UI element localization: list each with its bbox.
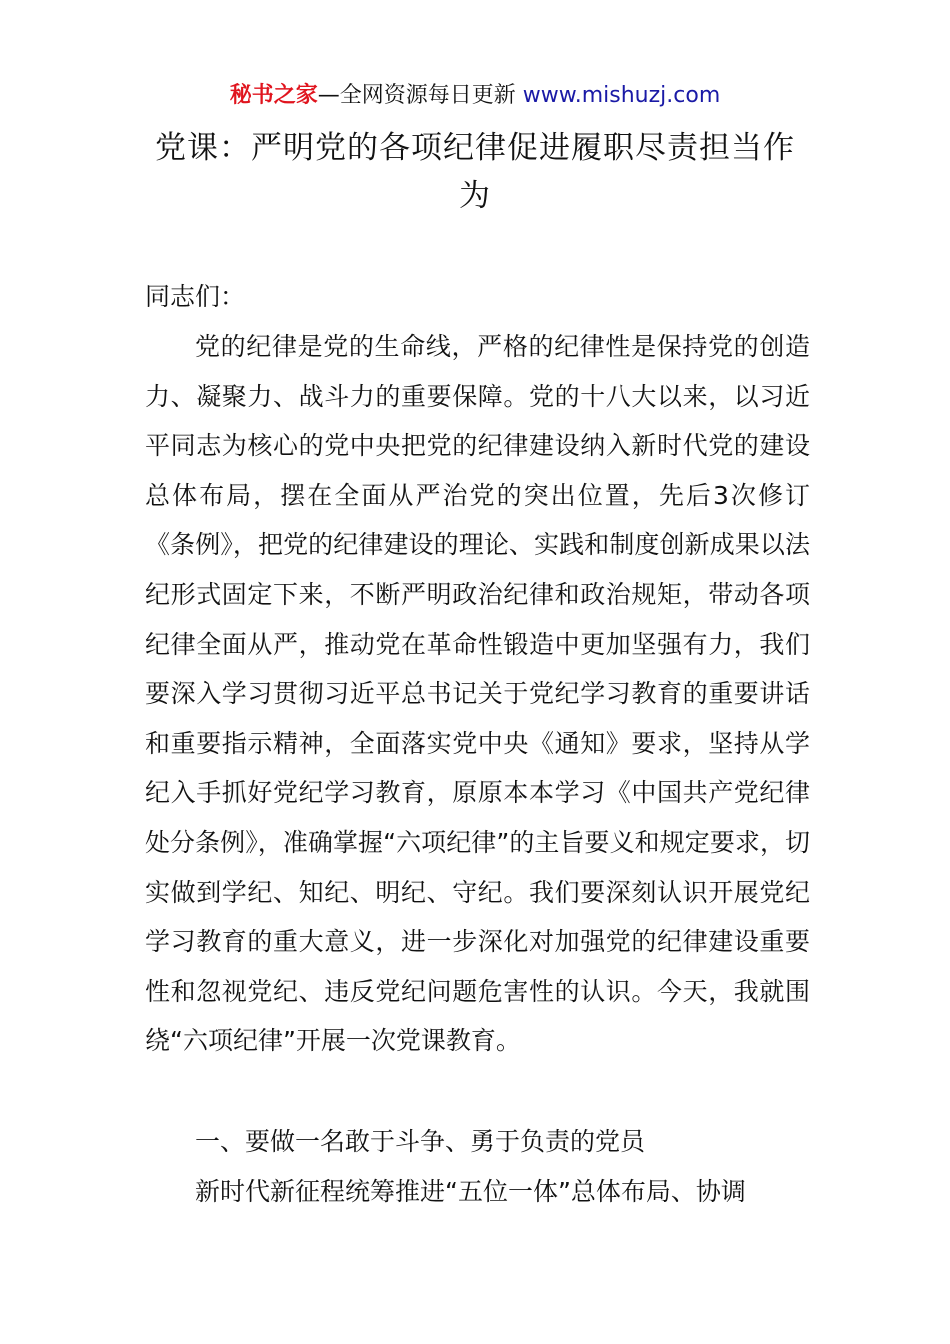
header-tagline: —全网资源每日更新	[317, 83, 523, 108]
section-heading: 一、要做一名敢于斗争、勇于负责的党员	[195, 1127, 646, 1156]
site-url-link[interactable]: www.mishuzj.com	[522, 83, 721, 108]
document-title: 党课：严明党的各项纪律促进履职尽责担当作为	[155, 130, 795, 214]
body-paragraph: 新时代新征程统筹推进“五位一体”总体布局、协调	[195, 1177, 746, 1206]
brand-name: 秘书之家	[229, 83, 318, 108]
body-paragraph: 党的纪律是党的生命线，严格的纪律性是保持党的创造力、凝聚力、战斗力的重要保障。党的十八大以来，以习近平同志为核心的党中央把党的纪律建设纳入新时代党的建设总体布局，摆在全面从严治党的突出位置，先后3次修订《条例》，把党的纪律建设的理论、实践和制度创新成果以法纪形式固定下来，不断严明政治纪律和政治规矩，带动各项纪律全面从严，推动党在革命性锻造中更加坚强有力，我们要深入学习贯彻习近平总书记关于党纪学习教育的重要讲话和重要指示精神，全面落实党中央《通知》要求，坚持从学纪入手抓好党纪学习教育，原原本本学习《中国共产党纪律处分条例》，准确掌握“六项纪律”的主旨要义和规定要求，切实做到学纪、知纪、明纪、守纪。我们要深刻认识开展党纪学习教育的重大意义，进一步深化对加强党的纪律建设重要性和忽视党纪、违反党纪问题危害性的认识。今天，我就围绕“六项纪律”开展一次党课教育。	[145, 332, 810, 1056]
salutation: 同志们：	[145, 282, 246, 311]
site-header	[0, 80, 950, 112]
